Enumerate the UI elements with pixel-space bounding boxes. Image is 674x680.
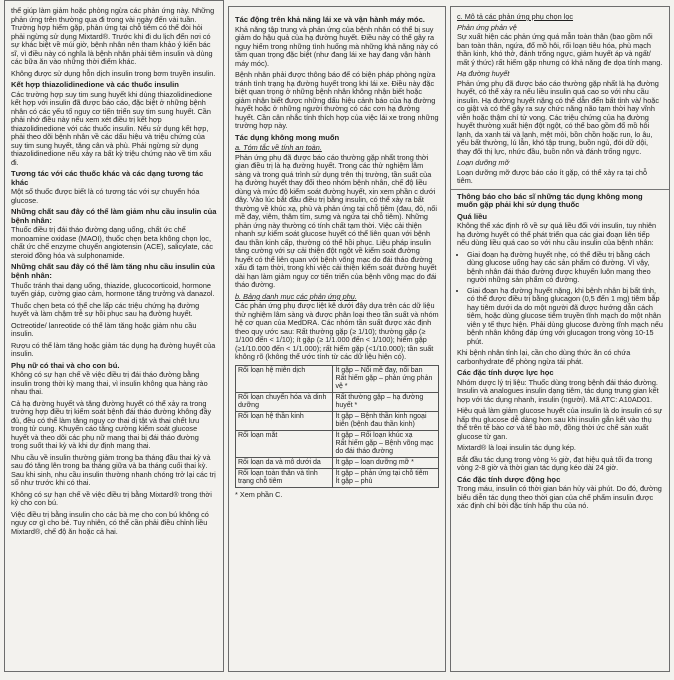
column-right bbox=[450, 6, 670, 672]
list-item: • Giai đoạn hạ đường huyết nhẹ, có thể điều trị bằng cách dùng glucose uống hay các sản phẩm có đường. Vì vậy, bệnh nhân đái tháo đường được khuyến luôn mang theo người những sản phẩm có đường. bbox=[467, 251, 663, 285]
paragraph-driving-1: Khả năng tập trung và phản ứng của bệnh nhân có thể bị suy giảm do hậu quả của hạ đường huyết. Điều này có thể gây ra nguy hiểm trong những tình huống mà những khả năng này có tầm quan trọng đặc biệt (như đang lái xe hay đang vận hành máy móc). bbox=[235, 24, 438, 68]
effect-line: Rất thường gặp – hạ đường huyết * bbox=[335, 393, 424, 409]
table-row bbox=[236, 392, 439, 411]
heading-thiazolidinedione: Kết hợp thiazolidinedione và các thuốc insulin bbox=[11, 80, 179, 89]
paragraph-anaphylaxis: Sự xuất hiện các phản ứng quá mẫn toàn thân (bao gồm nổi ban toàn thân, ngứa, đổ mồ hôi, rối loạn tiêu hóa, phù mạch thần kinh, khó thở, đánh trống ngực, giảm huyết áp và ngất/ mất ý thức) rất hiếm gặp nhưng có khả năng đe dọa tính mạng. bbox=[457, 32, 663, 67]
table-footnote: * Xem phần C. bbox=[235, 489, 283, 499]
adverse-reactions-table bbox=[235, 365, 439, 488]
table-cell-effects bbox=[333, 468, 439, 487]
table-cell-organ: Rối loạn chuyển hóa và dinh dưỡng bbox=[236, 392, 333, 411]
table-row bbox=[236, 457, 439, 468]
table-cell-organ: Rối loạn mắt bbox=[236, 430, 333, 457]
heading-pharmacokinetics: Các đặc tính dược động học bbox=[457, 474, 561, 484]
table-cell-organ: Rối loạn da và mô dưới da bbox=[236, 457, 333, 468]
subheading-anaphylaxis: Phản ứng phản vệ bbox=[457, 22, 517, 32]
paragraph-lipodystrophy: Loạn dưỡng mỡ được báo cáo ít gặp, có thể xảy ra tại chỗ tiêm. bbox=[457, 167, 648, 185]
paragraph-pharmacodynamics-2: Hiệu quả làm giảm glucose huyết của insulin là do insulin có sự hấp thu glucose dễ dàng hơn sau khi insulin gắn kết vào thụ thể trên tế bào cơ và tế bào mỡ, đồng thời ức chế sản xuất glucose từ gan. bbox=[457, 406, 663, 441]
paragraph-beta-blockers: Thuốc chẹn beta có thể che lấp các triệu chứng hạ đường huyết và làm chậm trễ sự hồi phục sau hạ đường huyết. bbox=[11, 300, 200, 319]
effect-line: Ít gặp – phản ứng tại chỗ tiêm bbox=[335, 469, 429, 477]
table-cell-effects bbox=[333, 392, 439, 411]
effect-line: Ít gặp – Nổi mề đay, nổi ban bbox=[335, 366, 423, 374]
effect-line: Rất hiếm gặp – phản ứng phản vệ * bbox=[335, 374, 433, 390]
column-middle bbox=[228, 6, 446, 672]
paragraph-overdose: Không thể xác định rõ về sự quá liều đối với insulin, tuy nhiên hạ đường huyết có thể phát triển qua các giai đoạn liên tiếp nếu dùng liều quá cao so với nhu cầu insulin của bệnh nhân: bbox=[457, 221, 657, 248]
paragraph-pharmacodynamics-1: Nhóm dược lý trị liệu: Thuốc dùng trong bệnh đái tháo đường. Insulin và analogues insulin dạng tiêm, tác dụng trung gian kết hợp với tác dụng nhanh, insulin (người). Mã ATC: A10AD01. bbox=[457, 377, 659, 404]
effect-line: Ít gặp – phù bbox=[335, 477, 373, 485]
subheading-hypoglycaemia: Hạ đường huyết bbox=[457, 69, 510, 78]
section-divider bbox=[451, 189, 669, 190]
paragraph-after-recovery: Khi bệnh nhân tỉnh lại, cần cho dùng thức ăn có chứa carbonhydrate để phòng ngừa tái phát. bbox=[457, 348, 631, 366]
paragraph-breastfeeding: Không có sự hạn chế về việc điều trị bằng Mixtard® trong thời kỳ cho con bú. bbox=[11, 489, 212, 508]
table-cell-organ: Rối loạn hệ miễn dịch bbox=[236, 365, 333, 392]
subheading-lipodystrophy: Loạn dưỡng mỡ bbox=[457, 158, 509, 167]
paragraph-safety-summary: Phản ứng phụ đã được báo cáo thường gặp nhất trong thời gian điều trị là hạ đường huyết. Trong các thử nghiệm lâm sàng và trong quá trình sử dụng trên thị trường, tần suất của hạ đường huyết thay đổi theo nhóm bệnh nhân, chế độ liều dùng và mức độ kiểm soát đường huyết, xin xem phần c dưới đây. Vào lúc bắt đầu điều trị bằng insulin, có thể xảy ra bất thường về khúc xạ, phù và phản ứng tại chỗ tiêm (đau, đỏ, nổi mề đay, viêm, thâm tím, sưng và ngứa tại chỗ tiêm). Những phản ứng này thường có tính chất tạm thời. Việc cải thiện nhanh sự kiểm soát glucose huyết có thể liên quan với bệnh đau thần kinh cấp, thường có thể hồi phục. Liệu pháp insulin tăng cường với sự cải thiện đột ngột về kiểm soát đường huyết có thể liên quan với bệnh võng mạc do đái tháo đường xấu đi tạm thời, trong khi việc cải thiện kiểm soát đường huyết dài hạn làm giảm nguy cơ tiến triển của bệnh võng mạc do đái tháo đường. bbox=[235, 152, 437, 290]
paragraph-pregnancy-1: Không có sự hạn chế về việc điều trị đái tháo đường bằng insulin trong thời kỳ mang thai, vì insulin không qua hàng rào nhau thai. bbox=[11, 370, 208, 397]
heading-overdose: Quá liều bbox=[457, 211, 487, 221]
heading-reduce-insulin: Những chất sau đây có thể làm giảm nhu cầu insulin của bệnh nhân: bbox=[11, 207, 217, 225]
effect-line: Ít gặp – loạn dưỡng mỡ * bbox=[335, 458, 414, 466]
table-cell-effects bbox=[333, 365, 439, 392]
paragraph-interactions: Một số thuốc được biết là có tương tác với sự chuyển hóa glucose. bbox=[11, 187, 200, 205]
paragraph-pharmacodynamics-4: Bắt đầu tác dụng trong vòng ½ giờ, đạt hiệu quả tối đa trong vòng 2-8 giờ và thời gian tác dụng kéo dài 24 giờ. bbox=[457, 454, 653, 473]
paragraph-alcohol: Rượu có thể làm tăng hoặc giảm tác dụng hạ đường huyết của insulin. bbox=[11, 340, 216, 359]
heading-driving: Tác động trên khả năng lái xe và vận hành máy móc. bbox=[235, 15, 425, 24]
paragraph-increase-insulin: Thuốc tránh thai dạng uống, thiazide, glucocorticoid, hormone tuyến giáp, cường giao cảm, hormone tăng trưởng và danazol. bbox=[11, 280, 215, 299]
table-row bbox=[236, 411, 439, 430]
paragraph-reduce-insulin: Thuốc điều trị đái tháo đường dạng uống, chất ức chế monoamine oxidase (MAOI), thuốc chẹn beta không chọn lọc, chất ức chế enzyme chuyển angiotensin (ACE), salicylate, các steroid đồng hóa và sulphonamide. bbox=[11, 225, 213, 260]
effect-line: Ít gặp – Rối loạn khúc xạ bbox=[335, 431, 413, 439]
paragraph-pregnancy-2: Cả hạ đường huyết và tăng đường huyết có thể xảy ra trong trường hợp điều trị kiểm soát bệnh đái tháo đường không đầy đủ, đều có thể làm tăng nguy cơ thai dị tật và thai chết lưu trong tử cung. Khuyến cáo tăng cường kiểm soát glucose huyết và theo dõi các phụ nữ mang thai bị đái tháo đường trong suốt thai kỳ và khi dự định mang thai. bbox=[11, 398, 212, 451]
paragraph-pharmacokinetics: Trong máu, insulin có thời gian bán hủy vài phút. Do đó, đường biểu diễn tác dụng theo thời gian của chế phẩm insulin được xác định chỉ bởi đặc tính hấp thu của nó. bbox=[457, 484, 662, 511]
effect-line: Rất hiếm gặp – Bệnh võng mạc do đái tháo đường bbox=[335, 439, 434, 455]
table-row bbox=[236, 468, 439, 487]
list-item: • Giai đoạn hạ đường huyết nặng, khi bệnh nhân bị bất tỉnh, có thể được điều trị bằng glucagon (0,5 đến 1 mg) tiêm bắp hay tiêm dưới da do một người đã được hướng dẫn cách tiêm, hoặc dùng glucose tiêm truyền tĩnh mạch do một nhân viên y tế thực hiện. Phải dùng glucose đường tĩnh mạch nếu bệnh nhân không đáp ứng với glucagon trong vòng 10-15 phút. bbox=[467, 287, 663, 347]
heading-report-adverse: Thông báo cho bác sĩ những tác dụng không mong muốn gặp phải khi sử dụng thuốc bbox=[457, 191, 643, 210]
paragraph-pregnancy-3: Nhu cầu về insulin thường giảm trong ba tháng đầu thai kỳ và sau đó tăng lên trong ba tháng giữa và ba tháng cuối thai kỳ. Sau khi sinh, nhu cầu insulin thường nhanh chóng trở lại các trị số như trước khi có thai. bbox=[11, 452, 216, 488]
table-cell-organ: Rối loạn toàn thân và tình trạng chỗ tiêm bbox=[236, 468, 333, 487]
table-cell-effects bbox=[333, 430, 439, 457]
paragraph-hypoglycaemia: Phản ứng phụ đã được báo cáo thường gặp nhất là hạ đường huyết, có thể xảy ra nếu liều insulin quá cao so với nhu cầu insulin. Hạ đường huyết nặng có thể dẫn đến bất tỉnh và/ hoặc co giật và có thể gây ra suy chức năng não tạm thời hay vĩnh viễn hoặc thậm chí tử vong. Các triệu chứng của hạ đường huyết thường xuất hiện đột ngột, có thể bao gồm đổ mồ hôi lạnh, da xanh tái và lạnh, mệt mỏi, bồn chồn hoặc run, lo âu, yếu bất thường, lú lẫn, khó tập trung, buồn ngủ, đói dữ dội, thay đổi thị lực, nhức đầu, buồn nôn và đánh trống ngực. bbox=[457, 78, 659, 156]
paragraph-frequency-convention: Các phản ứng phụ được liệt kê dưới đây dựa trên các dữ liệu thử nghiệm lâm sàng và được phân loại theo tần suất và nhóm hệ cơ quan của MedDRA. Các nhóm tần suất được xác định theo quy ước sau: Rất thường gặp (≥ 1/10); thường gặp (≥ 1/100 đến < 1/10); ít gặp (≥ 1/1.000 đến < 1/100); hiếm gặp (≥1/10.000 đến < 1/1.000); rất hiếm gặp (<1/10.000); tần suất không rõ (không thể ước tính từ các dữ liệu hiện có). bbox=[235, 301, 439, 362]
table-cell-effects bbox=[333, 411, 439, 430]
table-row bbox=[236, 430, 439, 457]
subheading-safety-summary: a. Tóm tắc về tính an toàn. bbox=[235, 143, 322, 153]
paragraph-thiazolidinedione: Các trường hợp suy tim sung huyết khi dùng thiazolidinedione kết hợp với insulin đã được báo cáo, đặc biệt ở những bệnh nhân có các yếu tố nguy cơ tiến triển suy tim sung huyết. Cần phải nhớ điều này nếu xem xét điều trị kết hợp thiazolidinedione với các thuốc insulin. Nếu sử dụng kết hợp, phải theo dõi bệnh nhân về các dấu hiệu và triệu chứng của suy tim sung huyết, tăng cân và phù. Phải ngừng sử dụng thiazolidinedione nếu xảy ra bất kỳ triệu chứng nào về tim xấu đi. bbox=[11, 89, 213, 167]
paragraph-driving-2: Bệnh nhân phải được thông báo để có biện pháp phòng ngừa tránh tình trạng hạ đường huyết trong khi lái xe. Điều này đặc biệt quan trọng ở những bệnh nhân không nhận biết hoặc giảm nhận biết được những dấu hiệu cảnh báo của hạ đường huyết hoặc ở những người thường có các cơn hạ đường huyết. Cần cân nhắc tính thích hợp của việc lái xe trong những trường hợp này. bbox=[235, 70, 439, 131]
heading-interactions: Tương tác với các thuốc khác và các dạng tương tác khác bbox=[11, 169, 204, 187]
table-cell-organ: Rối loạn hệ thần kinh bbox=[236, 411, 333, 430]
heading-adverse-effects: Tác dụng không mong muốn bbox=[235, 132, 340, 142]
subheading-adverse-table: b. Bảng danh mục các phản ứng phụ. bbox=[235, 291, 357, 301]
paragraph-pump: Không được sử dụng hỗn dịch insulin trong bơm truyền insulin. bbox=[11, 68, 216, 78]
subheading-selected-reactions: c. Mô tả các phản ứng phụ chọn lọc bbox=[457, 12, 574, 21]
heading-pregnancy: Phụ nữ có thai và cho con bú. bbox=[11, 360, 120, 370]
overdose-list bbox=[457, 251, 663, 347]
effect-line: Ít gặp – Bệnh thần kinh ngoại biên (bệnh đau thần kinh) bbox=[335, 412, 427, 428]
heading-increase-insulin: Những chất sau đây có thể làm tăng nhu cầu insulin của bệnh nhân: bbox=[11, 262, 215, 281]
column-left bbox=[4, 0, 224, 672]
table-row bbox=[236, 365, 439, 392]
paragraph-injection-reactions: thể giúp làm giảm hoặc phòng ngừa các phản ứng này. Những phản ứng trên thường qua đi trong vài ngày đến vài tuần. Trường hợp hiếm gặp, phản ứng tại chỗ tiêm có thể đòi hỏi phải ngừng sử dụng Mixtard®. Trước khi đi du lịch đến nơi có sự khác biệt về múi giờ, bệnh nhân nên tham khảo ý kiến bác sĩ, vì điều này có nghĩa là bệnh nhân phải tiêm insulin và dùng các bữa ăn vào những thời điểm khác. bbox=[11, 6, 215, 66]
paragraph-octreotide: Octreotide/ lanreotide có thể làm tăng hoặc giảm nhu cầu insulin. bbox=[11, 320, 197, 339]
paragraph-breastfeeding-2: Việc điều trị bằng insulin cho các bà mẹ cho con bú không có nguy cơ gì cho bé. Tuy nhiên, có thể cần phải điều chỉnh liều Mixtard®, chế độ ăn hoặc cả hai. bbox=[11, 509, 209, 536]
heading-pharmacodynamics: Các đặc tính dược lực học bbox=[457, 368, 554, 378]
paragraph-pharmacodynamics-3: Mixtard® là loại insulin tác dụng kép. bbox=[457, 443, 576, 453]
table-cell-effects bbox=[333, 457, 439, 468]
